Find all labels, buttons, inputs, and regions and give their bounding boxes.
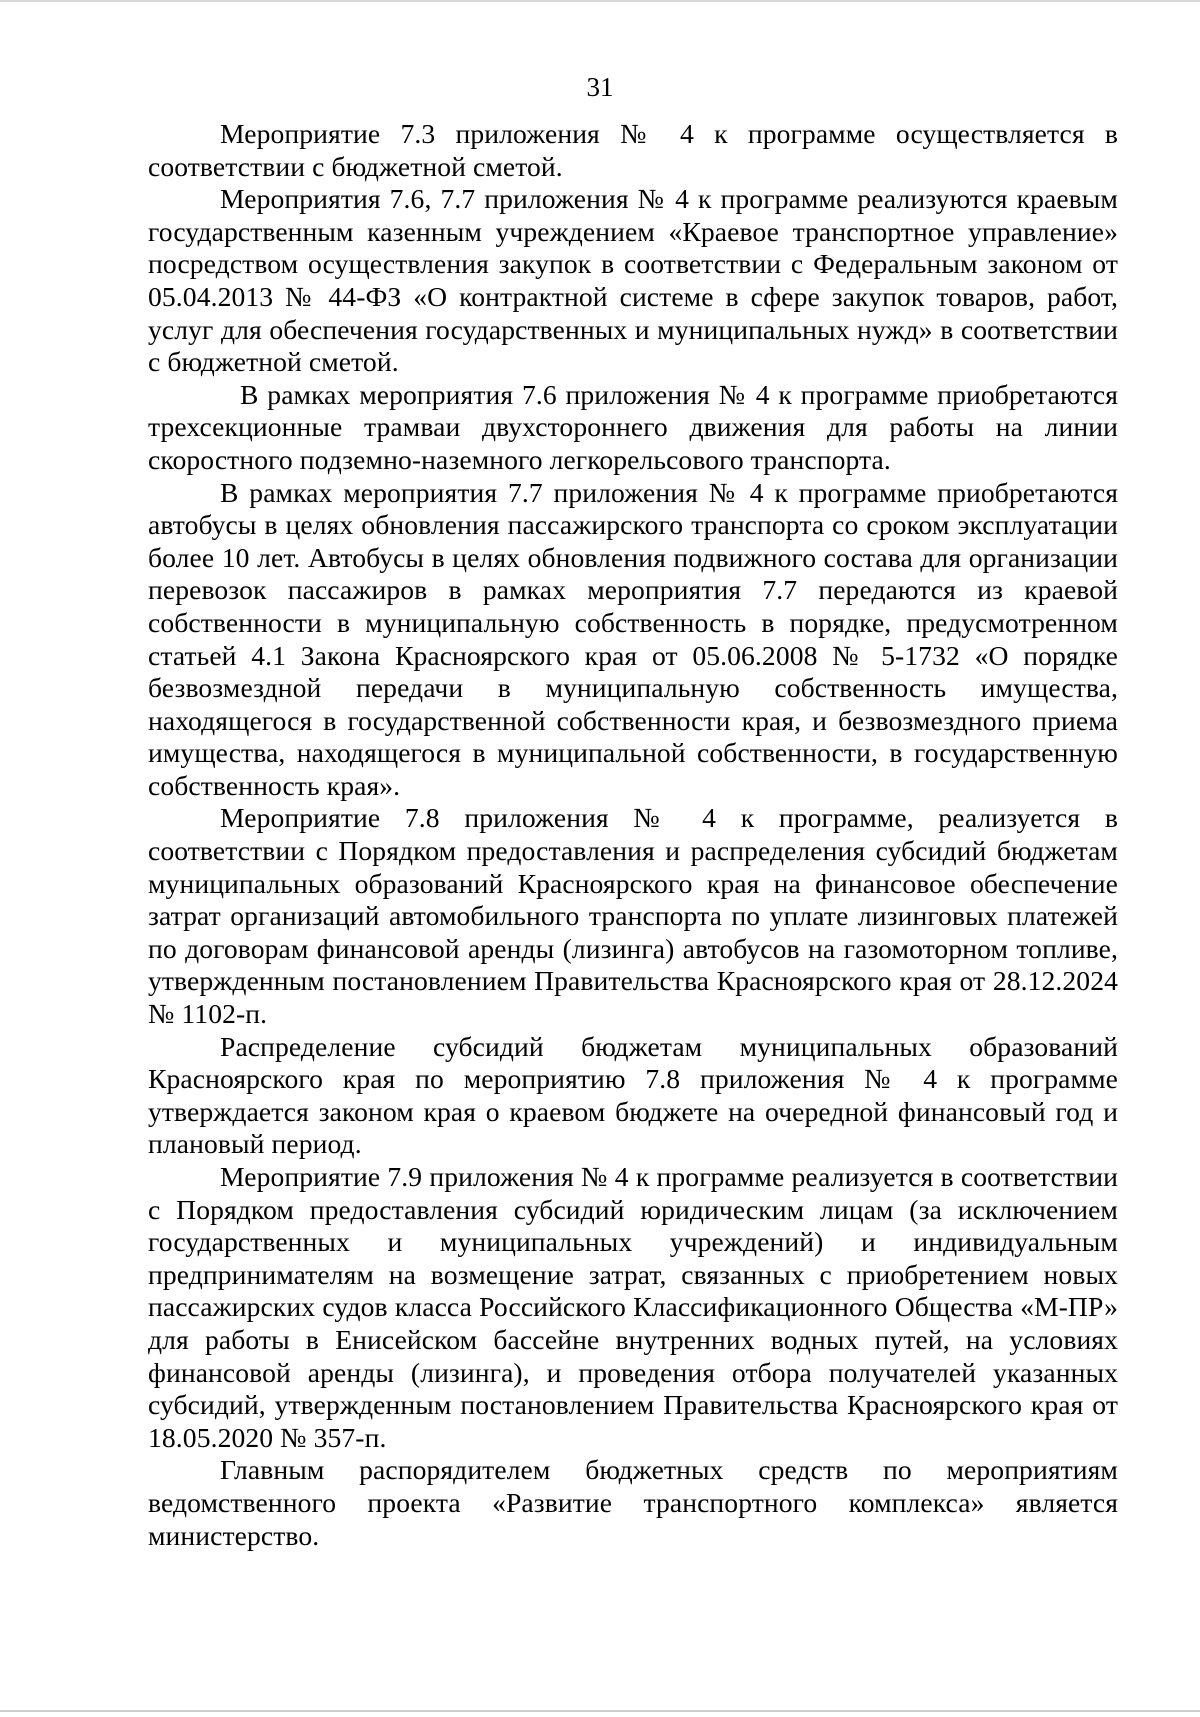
page-number: 31	[586, 72, 614, 102]
document-body	[148, 118, 1118, 1552]
paragraph-subsidy-distribution: Распределение субсидий бюджетам муниципальных образований Красноярского края по мероприятию 7.8 приложения № 4 к программе утверждается законом края о краевом бюджете на очередной финансовый год и плановый период.	[148, 1030, 1118, 1160]
scan-top-edge	[0, 0, 1200, 2]
paragraph-budget-manager: Главным распорядителем бюджетных средств по мероприятиям ведомственного проекта «Развитие транспортного комплекса» является министерство.	[148, 1454, 1118, 1551]
paragraph-trams: В рамках мероприятия 7.6 приложения № 4 к программе приобретаются трехсекционные трамваи двухстороннего движения для работы на линии скоростного подземно-наземного легкорельсового транспорта.	[148, 378, 1118, 475]
paragraph-events-7-6-7-7: Мероприятия 7.6, 7.7 приложения № 4 к программе реализуются краевым государственным казенным учреждением «Краевое транспортное управление» посредством осуществления закупок в соответствии с Федеральным законом от 05.04.2013 № 44-ФЗ «О контрактной системе в сфере закупок товаров, работ, услуг для обеспечения государственных и муниципальных нужд» в соответствии с бюджетной сметой.	[148, 183, 1118, 378]
scan-bottom-edge	[0, 1710, 1200, 1712]
paragraph-event-7-8: Мероприятие 7.8 приложения № 4 к программе, реализуется в соответствии с Порядком предоставления и распределения субсидий бюджетам муниципальных образований Красноярского края на финансовое обеспечение затрат организаций автомобильного транспорта по уплате лизинговых платежей по договорам финансовой аренды (лизинга) автобусов на газомоторном топливе, утвержденным постановлением Правительства Красноярского края от 28.12.2024 № 1102-п.	[148, 802, 1118, 1030]
paragraph-event-7-3: Мероприятие 7.3 приложения № 4 к программе осуществляется в соответствии с бюджетной сметой.	[148, 118, 1118, 182]
paragraph-event-7-9: Мероприятие 7.9 приложения № 4 к программе реализуется в соответствии с Порядком предоставления субсидий юридическим лицам (за исключением государственных и муниципальных учреждений) и индивидуальным предпринимателям на возмещение затрат, связанных с приобретением новых пассажирских судов класса Российского Классификационного Общества «М-ПР» для работы в Енисейском бассейне внутренних водных путей, на условиях финансовой аренды (лизинга), и проведения отбора получателей указанных субсидий, утвержденным постановлением Правительства Красноярского края от 18.05.2020 № 357-п.	[148, 1161, 1118, 1453]
paragraph-buses: В рамках мероприятия 7.7 приложения № 4 к программе приобретаются автобусы в целях обновления пассажирского транспорта со сроком эксплуатации более 10 лет. Автобусы в целях обновления подвижного состава для организации перевозок пассажиров в рамках мероприятия 7.7 передаются из краевой собственности в муниципальную собственность в порядке, предусмотренном статьей 4.1 Закона Красноярского края от 05.06.2008 № 5-1732 «О порядке безвозмездной передачи в муниципальную собственность имущества, находящегося в государственной собственности края, и безвозмездного приема имущества, находящегося в муниципальной собственности, в государственную собственность края».	[148, 476, 1118, 801]
